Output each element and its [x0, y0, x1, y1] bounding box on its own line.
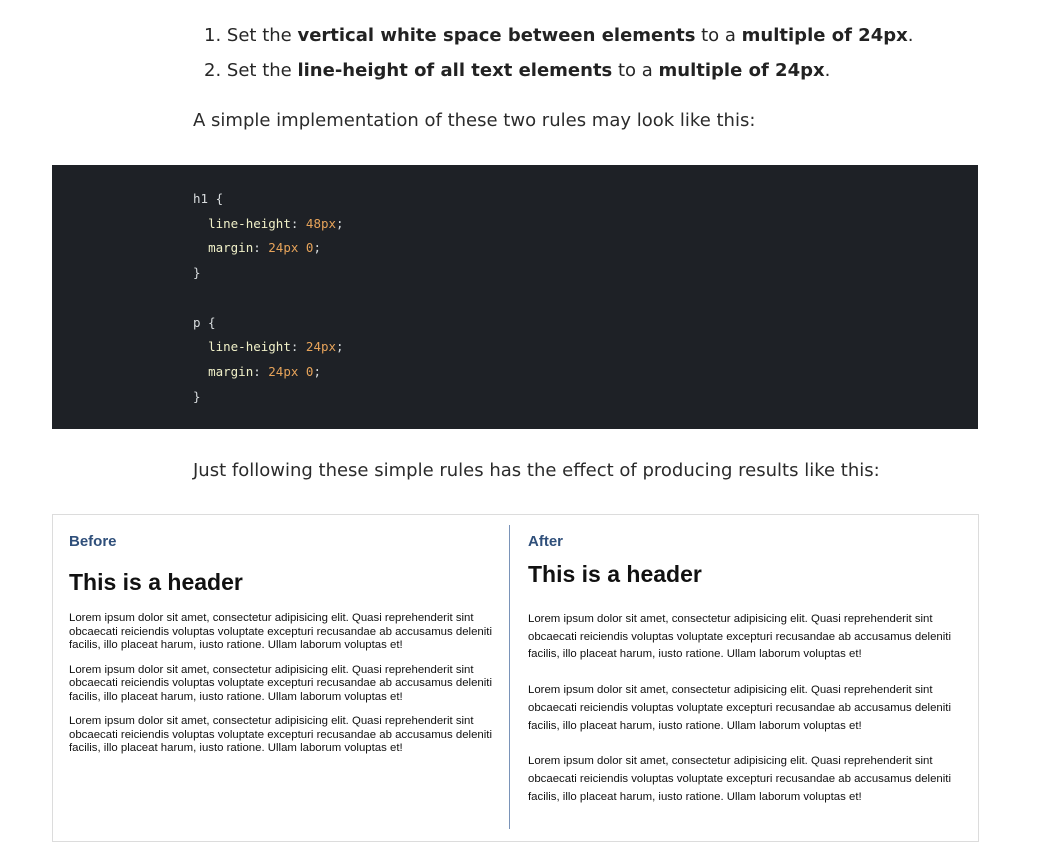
rules-list [204, 18, 913, 88]
rule-text-mid: to a [695, 25, 742, 46]
rule-bold-value: multiple of 24px [658, 60, 825, 81]
rule-text-post: . [907, 25, 914, 46]
rule-bold-subject: line-height of all text elements [297, 60, 613, 81]
after-header: This is a header [528, 561, 702, 587]
code-block [52, 165, 978, 429]
code-h1-val-margin: 24px 0 [268, 240, 314, 256]
after-label: After [528, 533, 564, 550]
before-after-demo [52, 514, 979, 842]
rule-bold-value: multiple of 24px [741, 25, 908, 46]
code-h1-prop-line-height: line-height [208, 215, 291, 231]
rule-text-post: . [824, 60, 831, 81]
code-p-val-margin: 24px 0 [268, 363, 314, 379]
before-header: This is a header [69, 569, 243, 595]
before-paragraph: Lorem ipsum dolor sit amet, consectetur adipisicing elit. Quasi reprehenderit sint obcaecati reiciendis voluptas voluptate excepturi recusandae ab accusamus deleniti facilis, illo placeat harum, iusto ratione. Ullam laborum voluptas et! [69, 663, 492, 703]
rule-number: 1. [204, 25, 222, 46]
rule-number: 2. [204, 60, 222, 81]
code-content: h1 { line-height: 48px; margin: 24px 0; } p { line-height: 24px; margin: 24px 0; } [193, 191, 344, 404]
code-p-close: } [193, 388, 201, 404]
outro-paragraph: Just following these simple rules has the effect of producing results like this: [193, 460, 880, 481]
code-p-prop-margin: margin [208, 363, 254, 379]
before-paragraph: Lorem ipsum dolor sit amet, consectetur adipisicing elit. Quasi reprehenderit sint obcaecati reiciendis voluptas voluptate excepturi recusandae ab accusamus deleniti facilis, illo placeat harum, iusto ratione. Ullam laborum voluptas et! [69, 612, 492, 651]
rule-text-pre: Set the [226, 25, 298, 46]
code-p-selector: p { [193, 314, 216, 330]
code-h1-close: } [193, 265, 201, 281]
column-divider [509, 525, 510, 829]
after-paragraph: Lorem ipsum dolor sit amet, consectetur adipisicing elit. Quasi reprehenderit sint obcaecati reiciendis voluptas voluptate excepturi recusandae ab accusamus deleniti facilis, illo placeat harum, iusto ratione. Ullam laborum voluptas et! [528, 684, 951, 732]
rule-item-1 [204, 18, 913, 53]
before-label: Before [69, 533, 117, 550]
code-p-prop-line-height: line-height [208, 339, 291, 355]
rule-bold-subject: vertical white space between elements [297, 25, 696, 46]
rule-text-mid: to a [612, 60, 659, 81]
code-h1-prop-margin: margin [208, 240, 254, 256]
after-paragraph: Lorem ipsum dolor sit amet, consectetur adipisicing elit. Quasi reprehenderit sint obcaecati reiciendis voluptas voluptate excepturi recusandae ab accusamus deleniti facilis, illo placeat harum, iusto ratione. Ullam laborum voluptas et! [528, 755, 951, 803]
before-paragraph: Lorem ipsum dolor sit amet, consectetur adipisicing elit. Quasi reprehenderit sint obcaecati reiciendis voluptas voluptate excepturi recusandae ab accusamus deleniti facilis, illo placeat harum, iusto ratione. Ullam laborum voluptas et! [69, 715, 492, 754]
before-body [69, 612, 499, 767]
intro-paragraph: A simple implementation of these two rules may look like this: [193, 110, 756, 131]
rule-item-2 [204, 53, 913, 88]
code-h1-val-line-height: 48px [305, 215, 337, 231]
after-body [528, 611, 968, 824]
code-h1-selector: h1 { [193, 191, 224, 206]
after-paragraph: Lorem ipsum dolor sit amet, consectetur adipisicing elit. Quasi reprehenderit sint obcaecati reiciendis voluptas voluptate excepturi recusandae ab accusamus deleniti facilis, illo placeat harum, iusto ratione. Ullam laborum voluptas et! [528, 613, 951, 661]
rule-text-pre: Set the [226, 60, 298, 81]
code-p-val-line-height: 24px [305, 339, 337, 355]
